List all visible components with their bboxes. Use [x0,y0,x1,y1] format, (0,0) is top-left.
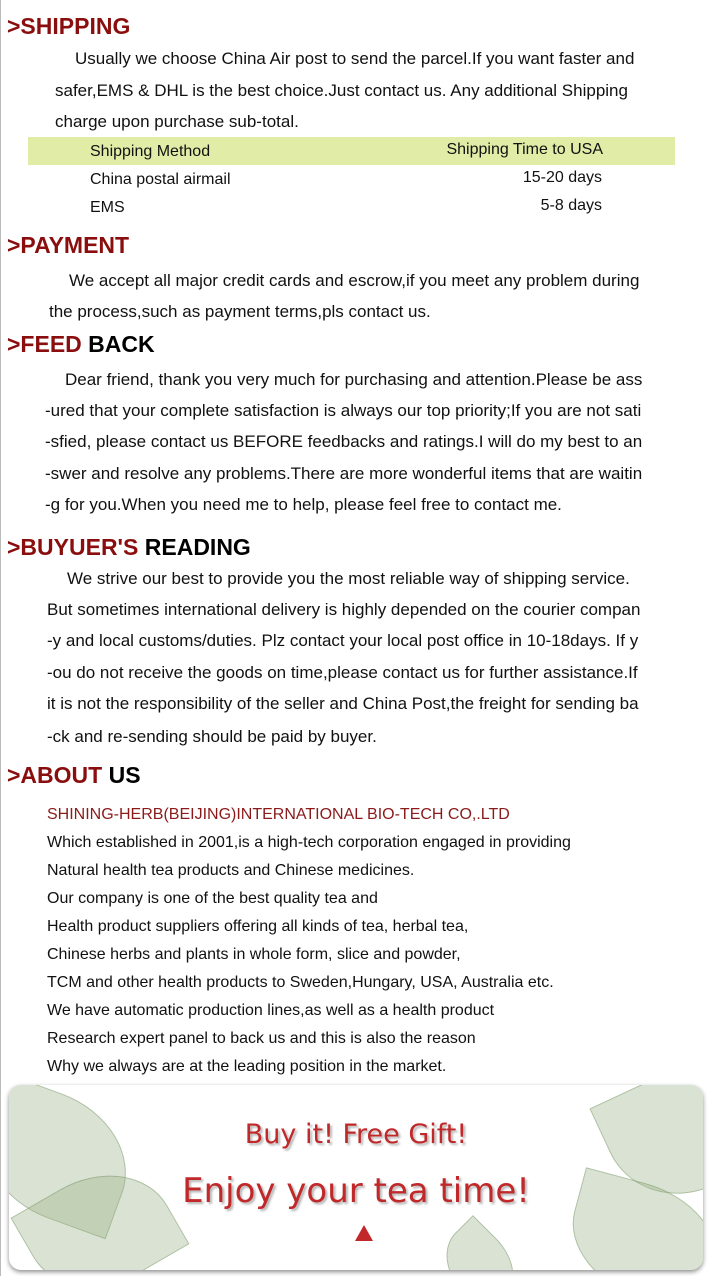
shipping-line: Usually we choose China Air post to send the parcel.If you want faster and [75,49,635,68]
about-line: Which established in 2001,is a high-tech corporation engaged in providing [47,834,571,851]
reading-line: it is not the responsibility of the seller and China Post,the freight for sending ba [47,694,639,713]
feedback-heading-suffix: BACK [81,331,155,357]
row-method: EMS [90,199,125,216]
payment-line: the process,such as payment terms,pls contact us. [49,302,431,321]
payment-line: We accept all major credit cards and escrow,if you meet any problem during [69,271,640,290]
banner-line-2: Enjoy your tea time! [182,1171,530,1211]
reading-line: -ou do not receive the goods on time,please contact us for further assistance.If [47,663,638,682]
reading-line: But sometimes international delivery is highly depended on the courier compan [47,600,641,619]
about-line: Why we always are at the leading position in the market. [47,1058,447,1075]
shipping-heading-text: >SHIPPING [7,13,131,39]
reading-heading-suffix: READING [138,534,251,560]
about-line: Natural health tea products and Chinese medicines. [47,862,415,879]
reading-line: We strive our best to provide you the most reliable way of shipping service. [67,569,630,588]
feedback-heading-prefix: >FEED [7,331,82,357]
about-line: We have automatic production lines,as well as a health product [47,1002,495,1019]
leaf-decoration [429,1215,531,1270]
promo-banner [9,1085,703,1270]
about-line: Health product suppliers offering all kinds of tea, herbal tea, [47,918,469,935]
feedback-line: -g for you.When you need me to help, please feel free to contact me. [45,495,562,514]
row-time: 15-20 days [522,169,602,186]
about-line: Our company is one of the best quality tea and [47,890,378,907]
about-line: Chinese herbs and plants in whole form, slice and powder, [47,946,461,963]
shipping-line: safer,EMS & DHL is the best choice.Just contact us. Any additional Shipping [55,81,628,100]
about-heading-prefix: >ABOUT [7,762,103,788]
shipping-line: charge upon purchase sub-total. [55,112,299,131]
about-line: TCM and other health products to Sweden,Hungary, USA, Australia etc. [47,974,554,991]
feedback-line: -ured that your complete satisfaction is always our top priority;If you are not sati [45,401,642,420]
feedback-line: Dear friend, thank you very much for purchasing and attention.Please be ass [65,370,643,389]
feedback-line: -sfied, please contact us BEFORE feedbacks and ratings.I will do my best to an [45,432,643,451]
shipping-table-header [28,137,675,165]
about-heading-suffix: US [102,762,141,788]
row-method: China postal airmail [90,171,231,188]
banner-line-1: Buy it! Free Gift! [244,1119,468,1150]
row-time: 5-8 days [540,197,602,214]
about-line: Research expert panel to back us and this is also the reason [47,1030,476,1047]
header-method: Shipping Method [90,143,211,160]
payment-heading [7,231,129,259]
feedback-heading [7,330,155,358]
triangle-up-icon [355,1225,373,1241]
reading-heading [7,533,251,561]
feedback-line: -swer and resolve any problems.There are more wonderful items that are waitin [45,464,643,483]
reading-line: -ck and re-sending should be paid by buyer. [47,727,377,746]
shipping-heading [7,12,130,40]
company-name: SHINING-HERB(BEIJING)INTERNATIONAL BIO-TECH CO,.LTD [47,806,510,823]
reading-heading-prefix: >BUYUER'S [7,534,139,560]
header-time: Shipping Time to USA [446,141,603,158]
about-heading [7,761,141,789]
reading-line: -y and local customs/duties. Plz contact your local post office in 10-18days. If y [47,631,639,650]
payment-heading-text: >PAYMENT [7,232,130,258]
